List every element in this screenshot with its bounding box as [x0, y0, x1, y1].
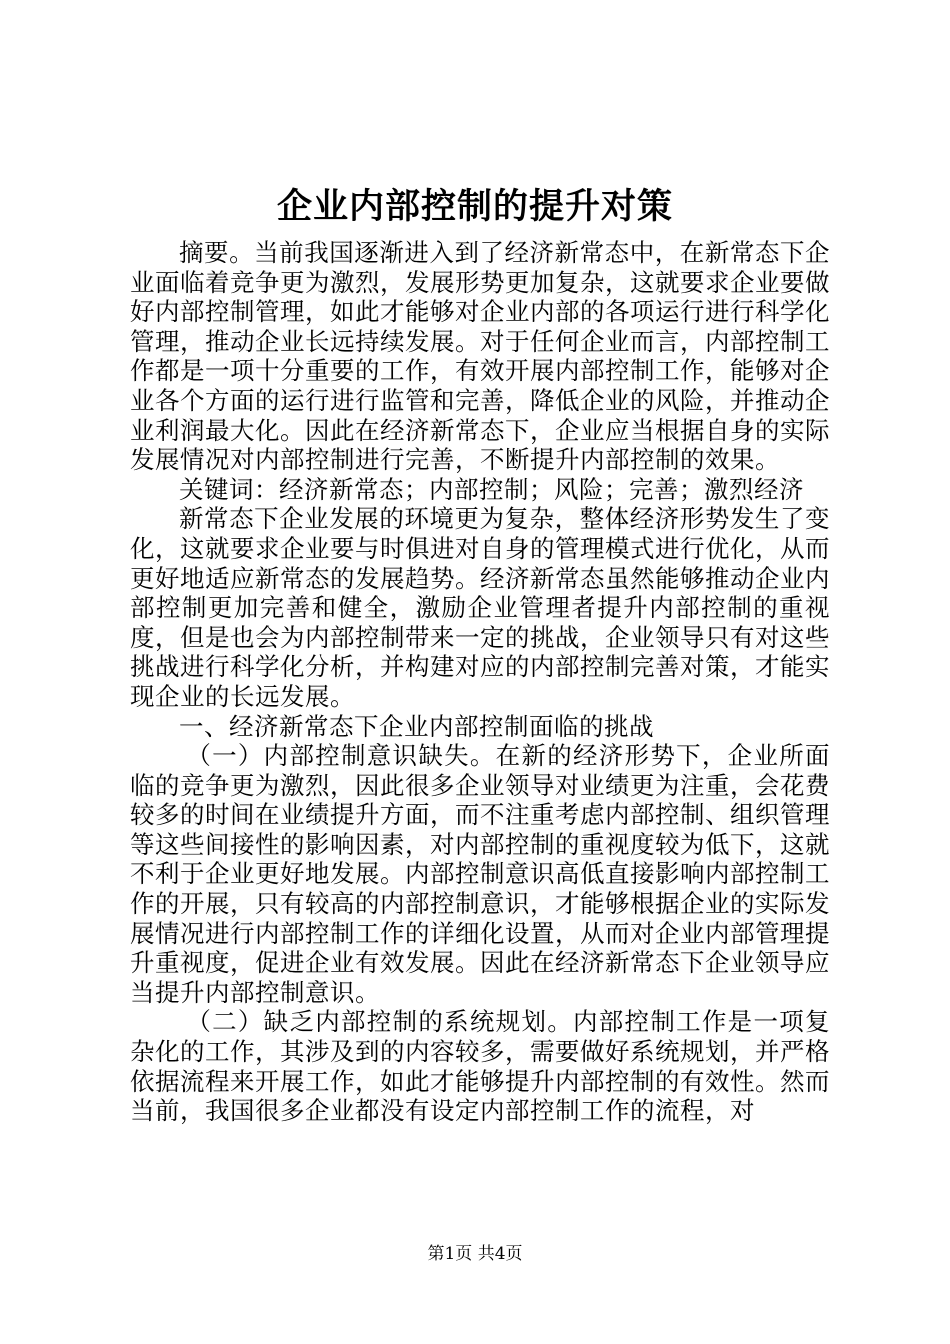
section-heading: 一、经济新常态下企业内部控制面临的挑战 [179, 711, 654, 741]
abstract-paragraph: 摘要。当前我国逐渐进入到了经济新常态中，在新常态下企业面临着竞争更为激烈，发展形势更加复杂，这就要求企业要做好内部控制管理，如此才能够对企业内部的各项运行进行科学化管理，推动企业长远持续发展。对于任何企业而言，内部控制工作都是一项十分重要的工作，有效开展内部控制工作，能够对企业各个方面的运行进行监管和完善，降低企业的风险，并推动企业利润最大化。因此在经济新常态下，企业应当根据自身的实际发展情况对内部控制进行完善，不断提升内部控制的效果。 [130, 238, 830, 475]
page-footer: 第1页 共4页 [427, 1244, 523, 1264]
subsection-1-paragraph: （一）内部控制意识缺失。在新的经济形势下，企业所面临的竞争更为激烈，因此很多企业领导对业绩更为注重，会花费较多的时间在业绩提升方面，而不注重考虑内部控制、组织管理等这些间接性的影响因素，对内部控制的重视度较为低下，这就不利于企业更好地发展。内部控制意识高低直接影响内部控制工作的开展，只有较高的内部控制意识，才能够根据企业的实际发展情况进行内部控制工作的详细化设置，从而对企业内部管理提升重视度，促进企业有效发展。因此在经济新常态下企业领导应当提升内部控制意识。 [130, 741, 830, 1007]
document-body [130, 238, 830, 1126]
subsection-2-paragraph: （二）缺乏内部控制的系统规划。内部控制工作是一项复杂化的工作，其涉及到的内容较多，需要做好系统规划，并严格依据流程来开展工作，如此才能够提升内部控制的有效性。然而当前，我国很多企业都没有设定内部控制工作的流程，对 [130, 1007, 830, 1126]
intro-paragraph: 新常态下企业发展的环境更为复杂，整体经济形势发生了变化，这就要求企业要与时俱进对自身的管理模式进行优化，从而更好地适应新常态的发展趋势。经济新常态虽然能够推动企业内部控制更加完善和健全，激励企业管理者提升内部控制的重视度，但是也会为内部控制带来一定的挑战，企业领导只有对这些挑战进行科学化分析，并构建对应的内部控制完善对策，才能实现企业的长远发展。 [130, 504, 830, 711]
page-title: 企业内部控制的提升对策 [276, 186, 673, 227]
keywords-paragraph: 关键词：经济新常态；内部控制；风险；完善；激烈经济 [179, 474, 804, 504]
